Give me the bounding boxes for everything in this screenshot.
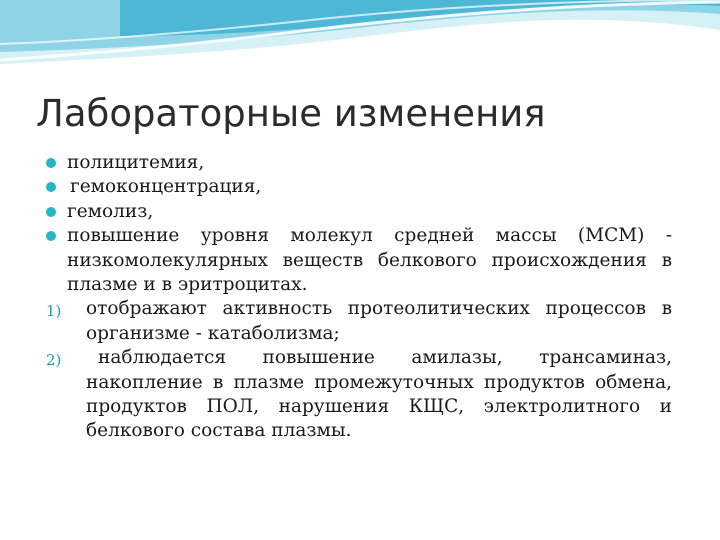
bullet-item bbox=[46, 151, 672, 175]
bullet-dot-icon bbox=[46, 231, 56, 241]
numbered-marker: 1) bbox=[46, 302, 62, 321]
bullet-text: полицитемия, bbox=[67, 152, 205, 173]
bullet-text: гемолиз, bbox=[67, 200, 154, 222]
bullet-text: гемоконцентрация, bbox=[70, 176, 262, 198]
bullet-item bbox=[46, 175, 672, 199]
bullet-list bbox=[46, 151, 672, 297]
numbered-text: наблюдается повышение амилазы, трансаминаз, накопление в плазме промежуточных продуктов обмена, продуктов ПОЛ, нарушения КЩС, электролитного и белкового состава плазмы. bbox=[86, 347, 672, 442]
numbered-item bbox=[46, 297, 672, 346]
numbered-item bbox=[46, 346, 672, 444]
numbered-marker: 2) bbox=[46, 351, 62, 370]
bullet-dot-icon bbox=[46, 207, 56, 217]
numbered-text: отображают активность протеолитических процессов в организме - катаболизма; bbox=[86, 298, 672, 344]
numbered-list bbox=[46, 297, 672, 443]
slide-title: Лабораторные изменения bbox=[36, 92, 546, 135]
header-wave-decoration bbox=[0, 0, 720, 90]
bullet-item bbox=[46, 200, 672, 224]
bullet-text: повышение уровня молекул средней массы (МСМ) - низкомолекулярных веществ белкового происхождения в плазме и в эритроцитах. bbox=[67, 225, 672, 296]
slide-body bbox=[46, 151, 672, 444]
bullet-item bbox=[46, 224, 672, 297]
bullet-dot-icon bbox=[46, 158, 56, 168]
bullet-dot-icon bbox=[46, 182, 56, 192]
